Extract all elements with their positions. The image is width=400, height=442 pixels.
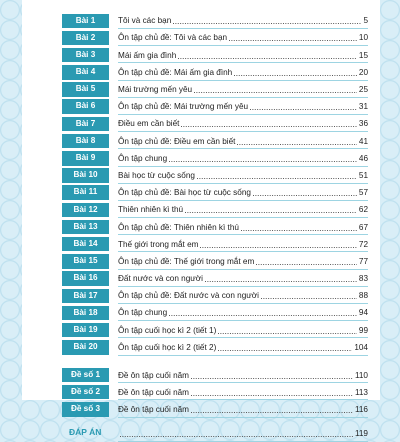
lesson-row[interactable] <box>62 132 368 149</box>
entry-title: Ôn tập chủ đề: Tôi và các bạn <box>118 33 228 43</box>
leader-dots <box>205 281 357 282</box>
entry-page: 94 <box>358 308 368 318</box>
entry-page: 110 <box>354 370 368 380</box>
entry-line <box>118 99 368 115</box>
lesson-row[interactable] <box>62 304 368 321</box>
lesson-row[interactable] <box>62 235 368 252</box>
lesson-row[interactable] <box>62 321 368 338</box>
entry-page: 113 <box>354 387 368 397</box>
entry-title: Ôn tập chủ đề: Bài học từ cuộc sống <box>118 188 251 198</box>
entry-number: Bài 3 <box>62 48 109 63</box>
entry-page: 41 <box>358 136 368 146</box>
page-sheet <box>22 0 380 439</box>
entry-page: 36 <box>358 119 368 129</box>
entry-line <box>118 237 368 253</box>
entry-line <box>118 65 368 81</box>
entry-line <box>118 31 368 47</box>
entry-number: Bài 17 <box>62 289 109 304</box>
entry-number: Bài 5 <box>62 82 109 97</box>
entry-line <box>118 402 368 418</box>
entry-page: 20 <box>358 67 368 77</box>
entry-title: Thiên nhiên kì thú <box>118 205 184 215</box>
entry-number: Bài 6 <box>62 99 109 114</box>
lesson-row[interactable] <box>62 339 368 356</box>
entry-title: Đất nước và con người <box>118 274 203 284</box>
test-row[interactable] <box>62 366 368 383</box>
entry-line <box>118 203 368 219</box>
entry-number: Bài 8 <box>62 134 109 149</box>
lesson-row[interactable] <box>62 167 368 184</box>
leader-dots <box>218 333 357 334</box>
entry-line <box>118 323 368 339</box>
entry-number: Bài 12 <box>62 203 109 218</box>
lesson-row[interactable] <box>62 218 368 235</box>
leader-dots <box>200 247 356 248</box>
lesson-row[interactable] <box>62 201 368 218</box>
leader-dots <box>261 298 357 299</box>
entry-title: Ôn tập cuối học kì 2 (tiết 1) <box>118 325 217 335</box>
entry-page: 77 <box>358 256 368 266</box>
test-row[interactable] <box>62 401 368 418</box>
leader-dots <box>169 315 357 316</box>
answers-page: 119 <box>354 429 368 439</box>
entry-number: Bài 13 <box>62 220 109 235</box>
entry-number: Bài 18 <box>62 306 109 321</box>
entry-title: Mái ấm gia đình <box>118 50 177 60</box>
leader-dots <box>197 178 357 179</box>
entry-number: Bài 2 <box>62 31 109 46</box>
leader-dots <box>178 58 357 59</box>
entry-line <box>118 134 368 150</box>
entry-page: 67 <box>358 222 368 232</box>
entry-line <box>118 48 368 64</box>
entry-number: Bài 4 <box>62 65 109 80</box>
leader-dots <box>229 40 357 41</box>
entry-page: 83 <box>358 274 368 284</box>
entry-title: Đề ôn tập cuối năm <box>118 387 190 397</box>
leader-dots <box>234 75 357 76</box>
lesson-row[interactable] <box>62 287 368 304</box>
entry-line <box>118 14 368 30</box>
entry-number: Bài 1 <box>62 14 109 29</box>
entry-page: 31 <box>358 102 368 112</box>
lesson-row[interactable] <box>62 98 368 115</box>
entry-number: Bài 9 <box>62 151 109 166</box>
entry-title: Ôn tập chủ đề: Thế giới trong mắt em <box>118 256 255 266</box>
entry-title: Ôn tập chủ đề: Mái trường mến yêu <box>118 102 249 112</box>
lesson-row[interactable] <box>62 115 368 132</box>
entry-number: Bài 19 <box>62 323 109 338</box>
entry-page: 116 <box>354 404 368 414</box>
entry-page: 46 <box>358 153 368 163</box>
lesson-row[interactable] <box>62 184 368 201</box>
entry-page: 15 <box>358 50 368 60</box>
entry-title: Ôn tập chung <box>118 153 168 163</box>
lesson-row[interactable] <box>62 150 368 167</box>
lesson-row[interactable] <box>62 81 368 98</box>
leader-dots <box>194 92 357 93</box>
lesson-row[interactable] <box>62 12 368 29</box>
leader-dots <box>169 161 357 162</box>
entry-number: Đề số 1 <box>62 368 109 383</box>
entry-line <box>118 289 368 305</box>
entry-title: Bài học từ cuộc sống <box>118 170 195 180</box>
entry-title: Đề ôn tập cuối năm <box>118 370 190 380</box>
leader-dots <box>181 126 356 127</box>
entry-title: Ôn tập chủ đề: Thiên nhiên kì thú <box>118 222 239 232</box>
entry-title: Ôn tập chung <box>118 308 168 318</box>
lesson-row[interactable] <box>62 270 368 287</box>
entry-number: Bài 20 <box>62 340 109 355</box>
leader-dots <box>250 109 357 110</box>
leader-dots <box>241 230 357 231</box>
leader-dots <box>253 195 357 196</box>
entry-line <box>118 306 368 322</box>
entry-line <box>118 254 368 270</box>
entry-line <box>118 340 368 356</box>
entry-line <box>118 82 368 98</box>
entry-number: Bài 7 <box>62 117 109 132</box>
entry-title: Ôn tập cuối học kì 2 (tiết 2) <box>118 342 217 352</box>
entry-title: Điều em cần biết <box>118 119 180 129</box>
entry-title: Mái trường mến yêu <box>118 85 193 94</box>
entry-page: 57 <box>358 188 368 198</box>
entry-page: 62 <box>358 205 368 215</box>
leader-dots <box>191 395 353 396</box>
entry-page: 72 <box>358 239 368 249</box>
test-row[interactable] <box>62 383 368 400</box>
table-of-contents <box>62 12 368 439</box>
entry-title: Tôi và các bạn <box>118 16 172 26</box>
entry-line <box>118 271 368 287</box>
entry-line <box>118 220 368 236</box>
entry-page: 104 <box>354 342 368 352</box>
entry-title: Ôn tập chủ đề: Điều em cần biết <box>118 136 236 146</box>
entry-number: Bài 10 <box>62 168 109 183</box>
leader-dots <box>237 144 356 145</box>
entry-title: Đề ôn tập cuối năm <box>118 404 190 414</box>
entry-line <box>118 151 368 167</box>
lessons-list <box>62 12 368 356</box>
entry-page: 51 <box>358 170 368 180</box>
leader-dots <box>191 378 353 379</box>
lesson-row[interactable] <box>62 253 368 270</box>
entry-line <box>118 168 368 184</box>
section-gap <box>62 356 368 367</box>
entry-page: 25 <box>358 85 368 94</box>
entry-line <box>118 117 368 133</box>
entry-line <box>118 385 368 401</box>
leader-dots <box>256 264 357 265</box>
tests-list <box>62 366 368 418</box>
entry-line <box>118 368 368 384</box>
leader-dots <box>120 436 353 437</box>
leader-dots <box>218 350 352 351</box>
entry-number: Đề số 2 <box>62 385 109 400</box>
lesson-row[interactable] <box>62 64 368 81</box>
leader-dots <box>191 412 353 413</box>
entry-line <box>118 185 368 201</box>
entry-number: Bài 15 <box>62 254 109 269</box>
answers-row[interactable] <box>62 425 368 439</box>
leader-dots <box>173 23 361 24</box>
entry-title: Ôn tập chủ đề: Đất nước và con người <box>118 291 259 301</box>
answers-label: ĐÁP ÁN <box>69 426 102 437</box>
leader-dots <box>185 212 357 213</box>
entry-page: 99 <box>358 325 368 335</box>
section-gap <box>62 418 368 425</box>
entry-title: Ôn tập chủ đề: Mái ấm gia đình <box>118 67 233 77</box>
answers-entry <box>118 426 368 442</box>
entry-page: 88 <box>358 291 368 301</box>
lesson-row[interactable] <box>62 46 368 63</box>
entry-number: Đề số 3 <box>62 402 109 417</box>
entry-number: Bài 11 <box>62 185 109 200</box>
lesson-row[interactable] <box>62 29 368 46</box>
entry-page: 10 <box>358 33 368 43</box>
entry-page: 5 <box>363 16 368 26</box>
entry-number: Bài 14 <box>62 237 109 252</box>
entry-title: Thế giới trong mắt em <box>118 239 199 249</box>
entry-number: Bài 16 <box>62 271 109 286</box>
